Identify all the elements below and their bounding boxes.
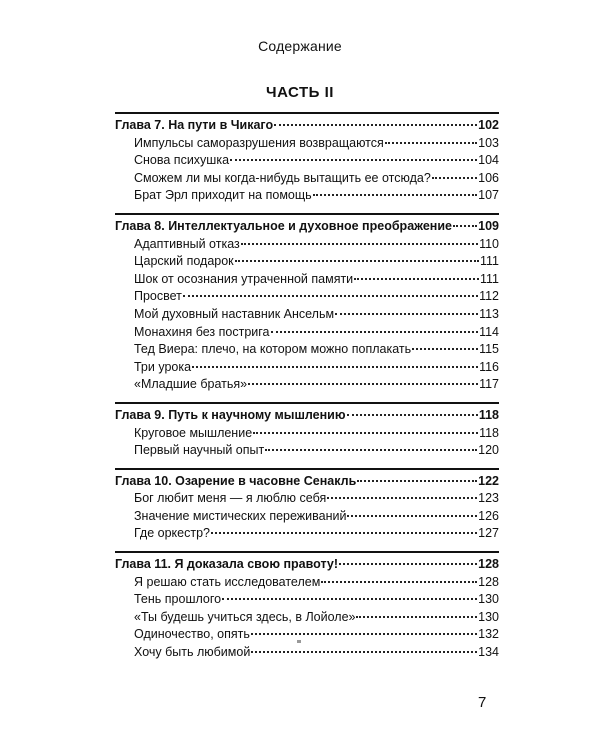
entry-title: Хочу быть любимой — [134, 645, 251, 660]
toc-entry[interactable] — [115, 525, 499, 543]
page-ref: 127 — [478, 526, 499, 541]
toc-entry[interactable] — [115, 490, 499, 508]
toc-entry[interactable] — [115, 359, 499, 377]
entry-title: Где оркестр? — [134, 526, 210, 541]
entry-title: Шок от осознания утраченной памяти — [134, 271, 354, 286]
toc-entry[interactable] — [115, 644, 499, 662]
entry-title: Монахиня без пострига — [134, 324, 270, 339]
dot-leader — [347, 515, 477, 517]
chapter-title: Глава 11. Я доказала свою правоту! — [115, 557, 338, 572]
entry-title: Первый научный опыт — [134, 443, 265, 458]
chapter-block — [115, 112, 499, 205]
entry-title: Просвет — [134, 289, 182, 304]
toc-entry[interactable] — [115, 376, 499, 394]
chapter-title: Глава 10. Озарение в часовне Сенакль — [115, 473, 357, 488]
dot-leader — [321, 581, 477, 583]
page-ref: 128 — [478, 574, 499, 589]
dot-leader — [222, 598, 477, 600]
print-speck — [297, 640, 301, 643]
chapter-heading[interactable] — [115, 473, 499, 491]
dot-leader — [327, 497, 477, 499]
entry-title: Три урока — [134, 359, 192, 374]
page-ref: 111 — [479, 271, 499, 286]
chapter-title: Глава 8. Интеллектуальное и духовное преображение — [115, 218, 452, 233]
toc-entry[interactable] — [115, 574, 499, 592]
dot-leader — [412, 348, 478, 350]
page-ref: 122 — [478, 473, 499, 488]
page-ref: 114 — [479, 324, 499, 339]
chapter-block — [115, 402, 499, 460]
chapter-block — [115, 551, 499, 662]
entry-title: Импульсы саморазрушения возвращаются — [134, 135, 384, 150]
page-ref: 117 — [479, 377, 499, 392]
chapter-heading[interactable] — [115, 556, 499, 574]
page-ref: 128 — [478, 557, 499, 572]
dot-leader — [251, 633, 477, 635]
toc-entry[interactable] — [115, 306, 499, 324]
toc-entry[interactable] — [115, 609, 499, 627]
page-ref: 103 — [478, 135, 499, 150]
page-ref: 118 — [478, 407, 499, 422]
chapter-heading[interactable] — [115, 407, 499, 425]
page-ref: 106 — [478, 170, 499, 185]
entry-title: Адаптивный отказ — [134, 236, 240, 251]
page-ref: 110 — [479, 236, 499, 251]
page-ref: 107 — [478, 188, 499, 203]
toc-entry[interactable] — [115, 271, 499, 289]
toc-entry[interactable] — [115, 170, 499, 188]
entry-title: Одиночество, опять — [134, 627, 250, 642]
chapter-title: Глава 7. На пути в Чикаго — [115, 118, 274, 132]
dot-leader — [271, 331, 479, 333]
entry-title: Тед Виера: плечо, на котором можно поплакать — [134, 342, 412, 357]
page-ref: 130 — [478, 592, 499, 607]
entry-title: Круговое мышление — [134, 425, 253, 440]
page-ref: 134 — [478, 645, 499, 660]
page-ref: 132 — [478, 627, 499, 642]
page-ref: 123 — [478, 491, 499, 506]
toc-entry[interactable] — [115, 253, 499, 271]
dot-leader — [339, 563, 477, 565]
entry-title: Сможем ли мы когда-нибудь вытащить ее отсюда? — [134, 170, 431, 185]
page-ref: 116 — [479, 359, 499, 374]
entry-title: Тень прошлого — [134, 592, 222, 607]
page-ref: 104 — [478, 153, 499, 168]
toc-entry[interactable] — [115, 324, 499, 342]
page-ref: 115 — [479, 342, 499, 357]
toc-entry[interactable] — [115, 442, 499, 460]
entry-title: Бог любит меня — я люблю себя — [134, 491, 327, 506]
dot-leader — [248, 383, 478, 385]
part-title: ЧАСТЬ II — [266, 84, 334, 101]
page-ref: 111 — [479, 254, 499, 269]
page-ref: 102 — [478, 118, 499, 132]
dot-leader — [183, 295, 478, 297]
page-ref: 126 — [478, 508, 499, 523]
entry-title: Значение мистических переживаний — [134, 508, 347, 523]
page-ref: 120 — [478, 443, 499, 458]
page-ref: 113 — [479, 306, 499, 321]
toc-entry[interactable] — [115, 152, 499, 170]
table-of-contents — [115, 112, 499, 670]
chapter-heading[interactable] — [115, 218, 499, 236]
page-ref: 109 — [478, 218, 499, 233]
dot-leader — [192, 366, 478, 368]
toc-entry[interactable] — [115, 626, 499, 644]
entry-title: Я решаю стать исследователем — [134, 574, 321, 589]
toc-entry[interactable] — [115, 508, 499, 526]
dot-leader — [235, 260, 479, 262]
toc-entry[interactable] — [115, 288, 499, 306]
running-header: Содержание — [258, 38, 342, 54]
dot-leader — [241, 243, 478, 245]
chapter-heading[interactable] — [115, 117, 499, 135]
dot-leader — [354, 278, 479, 280]
dot-leader — [432, 177, 477, 179]
toc-entry[interactable] — [115, 135, 499, 153]
dot-leader — [347, 414, 478, 416]
dot-leader — [335, 313, 478, 315]
dot-leader — [357, 480, 477, 482]
page-ref: 130 — [478, 609, 499, 624]
entry-title: Брат Эрл приходит на помощь — [134, 188, 312, 203]
dot-leader — [211, 532, 477, 534]
entry-title: «Младшие братья» — [134, 377, 248, 392]
entry-title: Снова психушка — [134, 153, 230, 168]
dot-leader — [453, 225, 477, 227]
chapter-block — [115, 468, 499, 543]
toc-entry[interactable] — [115, 591, 499, 609]
page-ref: 112 — [479, 289, 499, 304]
dot-leader — [251, 651, 477, 653]
toc-entry[interactable] — [115, 236, 499, 254]
dot-leader — [385, 142, 477, 144]
page-number: 7 — [478, 694, 487, 711]
entry-title: Мой духовный наставник Ансельм — [134, 306, 335, 321]
chapter-block — [115, 213, 499, 394]
dot-leader — [265, 449, 477, 451]
dot-leader — [356, 616, 477, 618]
toc-entry[interactable] — [115, 187, 499, 205]
dot-leader — [274, 124, 477, 126]
page-ref: 118 — [479, 425, 499, 440]
dot-leader — [313, 194, 477, 196]
toc-entry[interactable] — [115, 425, 499, 443]
entry-title: Царский подарок — [134, 254, 234, 269]
toc-entry[interactable] — [115, 341, 499, 359]
dot-leader — [253, 432, 478, 434]
chapter-title: Глава 9. Путь к научному мышлению — [115, 407, 346, 422]
dot-leader — [230, 159, 477, 161]
entry-title: «Ты будешь учиться здесь, в Лойоле» — [134, 609, 356, 624]
